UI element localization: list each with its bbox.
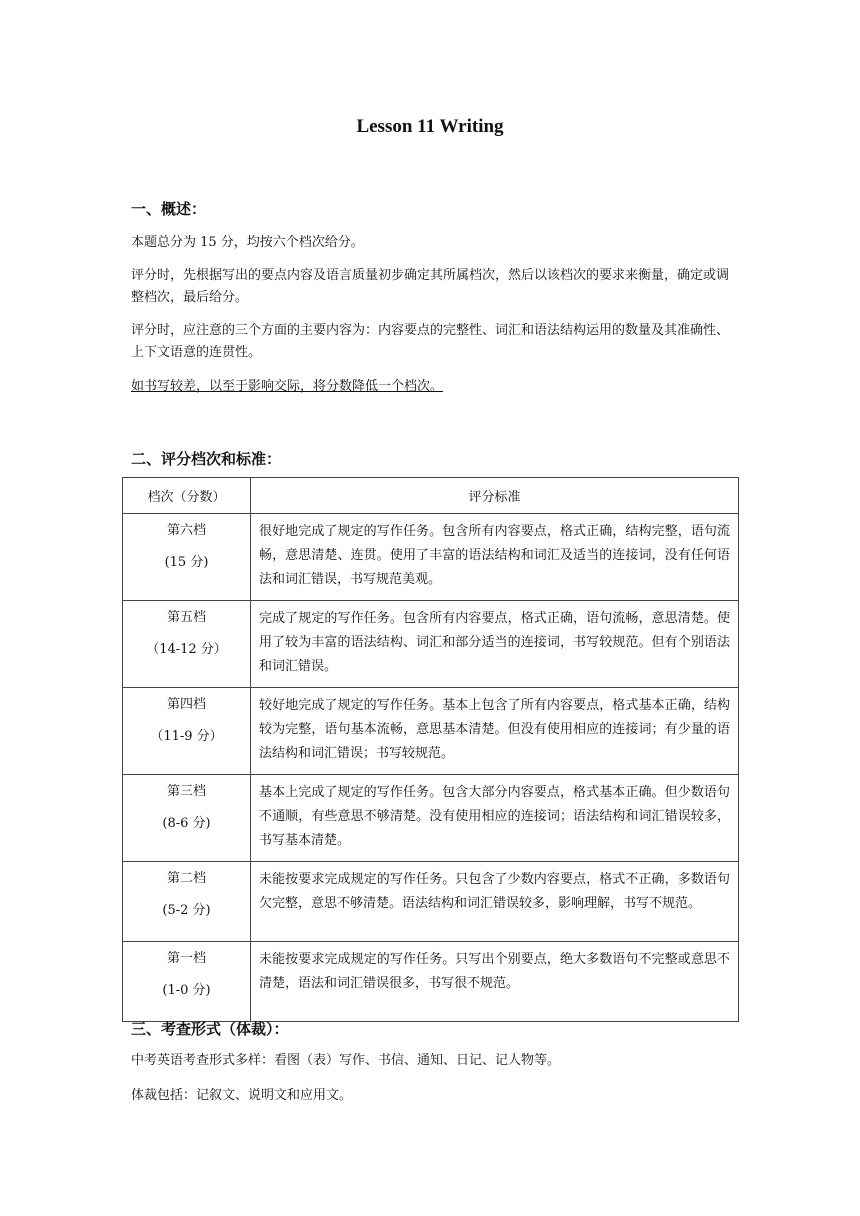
level-score: (15 分) <box>164 555 209 570</box>
table-header-row <box>123 478 739 514</box>
criteria-cell: 很好地完成了规定的写作任务。包含所有内容要点，格式正确，结构完整，语句流畅，意思清楚、连贯。使用了丰富的语法结构和词汇及适当的连接词，没有任何语法和词汇错误，书写规范美观。 <box>251 514 739 601</box>
level-score: (5-2 分) <box>162 903 211 918</box>
level-cell <box>123 514 251 601</box>
level-name: 第四档 <box>166 697 206 712</box>
level-score: （11-9 分） <box>150 729 223 744</box>
section1-paragraph: 评分时，应注意的三个方面的主要内容为：内容要点的完整性、词汇和语法结构运用的数量及其准确性、上下文语意的连贯性。 <box>131 323 730 360</box>
level-score: （14-12 分） <box>146 642 227 657</box>
level-name: 第二档 <box>166 871 206 886</box>
table-row <box>123 601 739 688</box>
table-row <box>123 688 739 775</box>
table-row <box>123 942 739 1022</box>
level-score: (8-6 分) <box>162 816 211 831</box>
table-header: 档次（分数） <box>123 478 251 514</box>
criteria-cell: 未能按要求完成规定的写作任务。只包含了少数内容要点，格式不正确，多数语句欠完整，意思不够清楚。语法结构和词汇错误较多，影响理解，书写不规范。 <box>251 862 739 942</box>
level-name: 第三档 <box>166 784 206 799</box>
table-header: 评分标准 <box>251 478 739 514</box>
level-cell <box>123 862 251 942</box>
level-cell <box>123 688 251 775</box>
table-row <box>123 514 739 601</box>
section1-paragraph: 本题总分为 15 分，均按六个档次给分。 <box>131 235 364 250</box>
level-cell <box>123 942 251 1022</box>
table-row <box>123 862 739 942</box>
level-name: 第六档 <box>166 523 206 538</box>
level-cell <box>123 775 251 862</box>
section3-paragraph: 体裁包括：记叙文、说明文和应用文。 <box>131 1088 353 1103</box>
section3-heading: 三、考查形式（体裁）： <box>131 1020 289 1038</box>
level-score: (1-0 分) <box>162 983 211 998</box>
section1-paragraph: 如书写较差，以至于影响交际，将分数降低一个档次。 <box>131 379 444 394</box>
level-name: 第五档 <box>166 610 206 625</box>
level-name: 第一档 <box>166 951 206 966</box>
criteria-cell: 基本上完成了规定的写作任务。包含大部分内容要点，格式基本正确。但少数语句不通顺，有些意思不够清楚。没有使用相应的连接词；语法结构和词汇错误较多，书写基本清楚。 <box>251 775 739 862</box>
criteria-cell: 较好地完成了规定的写作任务。基本上包含了所有内容要点，格式基本正确，结构较为完整，语句基本流畅，意思基本清楚。但没有使用相应的连接词；有少量的语法结构和词汇错误；书写较规范。 <box>251 688 739 775</box>
page-title: Lesson 11 Writing <box>356 116 504 137</box>
grading-table <box>122 477 739 1022</box>
table-row <box>123 775 739 862</box>
criteria-cell: 完成了规定的写作任务。包含所有内容要点，格式正确，语句流畅，意思清楚。使用了较为丰富的语法结构、词汇和部分适当的连接词，书写较规范。但有个别语法和词汇错误。 <box>251 601 739 688</box>
section2-heading: 二、评分档次和标准： <box>131 450 282 468</box>
section3-paragraph: 中考英语考查形式多样：看图（表）写作、书信、通知、日记、记人物等。 <box>131 1053 561 1068</box>
section1-heading: 一、概述： <box>131 200 207 218</box>
level-cell <box>123 601 251 688</box>
section1-paragraph: 评分时，先根据写出的要点内容及语言质量初步确定其所属档次，然后以该档次的要求来衡量，确定或调整档次，最后给分。 <box>131 268 730 305</box>
criteria-cell: 未能按要求完成规定的写作任务。只写出个别要点，绝大多数语句不完整或意思不清楚，语法和词汇错误很多，书写很不规范。 <box>251 942 739 1022</box>
